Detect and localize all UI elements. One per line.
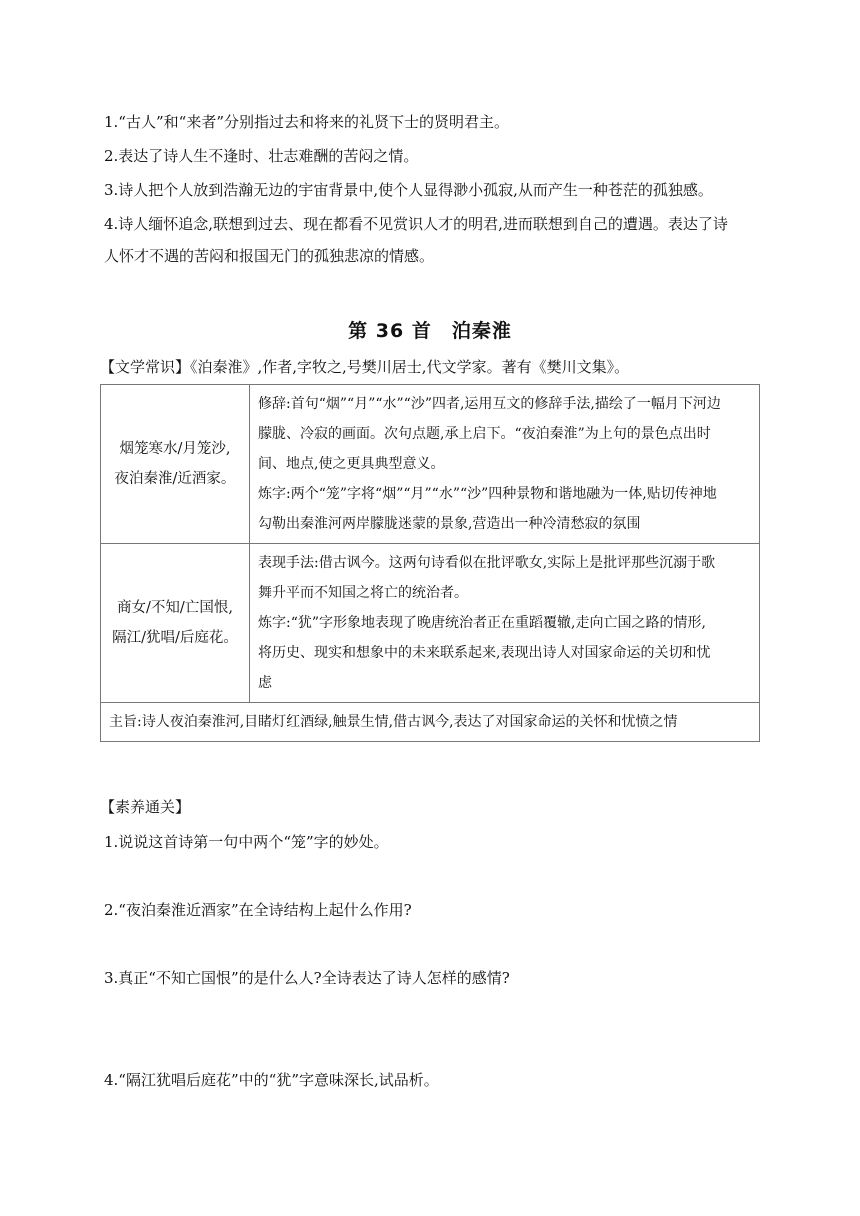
analysis-line: 炼字:“犹”字形象地表现了晚唐统治者正在重蹈覆辙,走向亡国之路的情形, <box>258 615 706 631</box>
question-1: 1.说说这首诗第一句中两个“笼”字的妙处。 <box>104 833 389 851</box>
table-row <box>101 385 760 544</box>
poem-name: 泊秦淮 <box>451 320 512 342</box>
poem-lines-cell <box>101 385 250 544</box>
practice-heading: 【素养通关】 <box>100 798 191 816</box>
analysis-cell <box>250 544 760 703</box>
answer-4: 4.诗人缅怀追念,联想到过去、现在都看不见赏识人才的明君,进而联想到自己的遭遇。表达了诗 <box>104 215 728 233</box>
answer-1: 1.“古人”和“来者”分别指过去和将来的礼贤下士的贤明君主。 <box>104 113 509 131</box>
analysis-line: 炼字:两个“笼”字将“烟”“月”“水”“沙”四种景物和谐地融为一体,贴切传神地 <box>258 486 717 502</box>
poem-lines-cell <box>101 544 250 703</box>
table-row <box>101 703 760 742</box>
question-3: 3.真正“不知亡国恨”的是什么人?全诗表达了诗人怎样的感情? <box>104 969 510 987</box>
poem-title <box>0 316 860 343</box>
poem-number: 第 36 首 <box>348 320 432 342</box>
theme-text: 主旨:诗人夜泊秦淮河,目睹灯红酒绿,触景生情,借古讽今,表达了对国家命运的关怀和忧愤之情 <box>109 714 678 730</box>
analysis-line: 表现手法:借古讽今。这两句诗看似在批评歌女,实际上是批评那些沉溺于歌 <box>258 555 716 571</box>
analysis-line: 间、地点,使之更具典型意义。 <box>258 456 445 472</box>
analysis-line: 虑 <box>258 675 272 691</box>
analysis-line: 朦胧、冷寂的画面。次句点题,承上启下。“夜泊秦淮”为上句的景色点出时 <box>258 426 711 442</box>
analysis-line: 将历史、现实和想象中的未来联系起来,表现出诗人对国家命运的关切和忧 <box>258 645 711 661</box>
question-4: 4.“隔江犹唱后庭花”中的“犹”字意味深长,试品析。 <box>104 1071 439 1089</box>
analysis-line: 舞升平而不知国之将亡的统治者。 <box>258 585 468 601</box>
poem-line: 商女/不知/亡国恨, <box>117 600 233 616</box>
poem-line: 夜泊秦淮/近酒家。 <box>114 471 236 487</box>
poem-line: 隔江/犹唱/后庭花。 <box>112 630 238 646</box>
theme-cell <box>101 703 760 742</box>
answer-3: 3.诗人把个人放到浩瀚无边的宇宙背景中,使个人显得渺小孤寂,从而产生一种苍茫的孤独感。 <box>104 181 713 199</box>
poem-analysis-table <box>100 384 760 742</box>
answer-4-continued: 人怀才不遇的苦闷和报国无门的孤独悲凉的情感。 <box>104 247 435 265</box>
analysis-line: 勾勒出秦淮河两岸朦胧迷蒙的景象,营造出一种冷清愁寂的氛围 <box>258 516 641 532</box>
analysis-cell <box>250 385 760 544</box>
question-2: 2.“夜泊秦淮近酒家”在全诗结构上起什么作用? <box>104 901 412 919</box>
table-row <box>101 544 760 703</box>
analysis-line: 修辞:首句“烟”“月”“水”“沙”四者,运用互文的修辞手法,描绘了一幅月下河边 <box>258 396 721 412</box>
literary-knowledge: 【文学常识】《泊秦淮》,作者,字牧之,号樊川居士,代文学家。著有《樊川文集》。 <box>100 358 630 376</box>
answer-2: 2.表达了诗人生不逢时、壮志难酬的苦闷之情。 <box>104 147 419 165</box>
poem-line: 烟笼寒水/月笼沙, <box>119 441 231 457</box>
